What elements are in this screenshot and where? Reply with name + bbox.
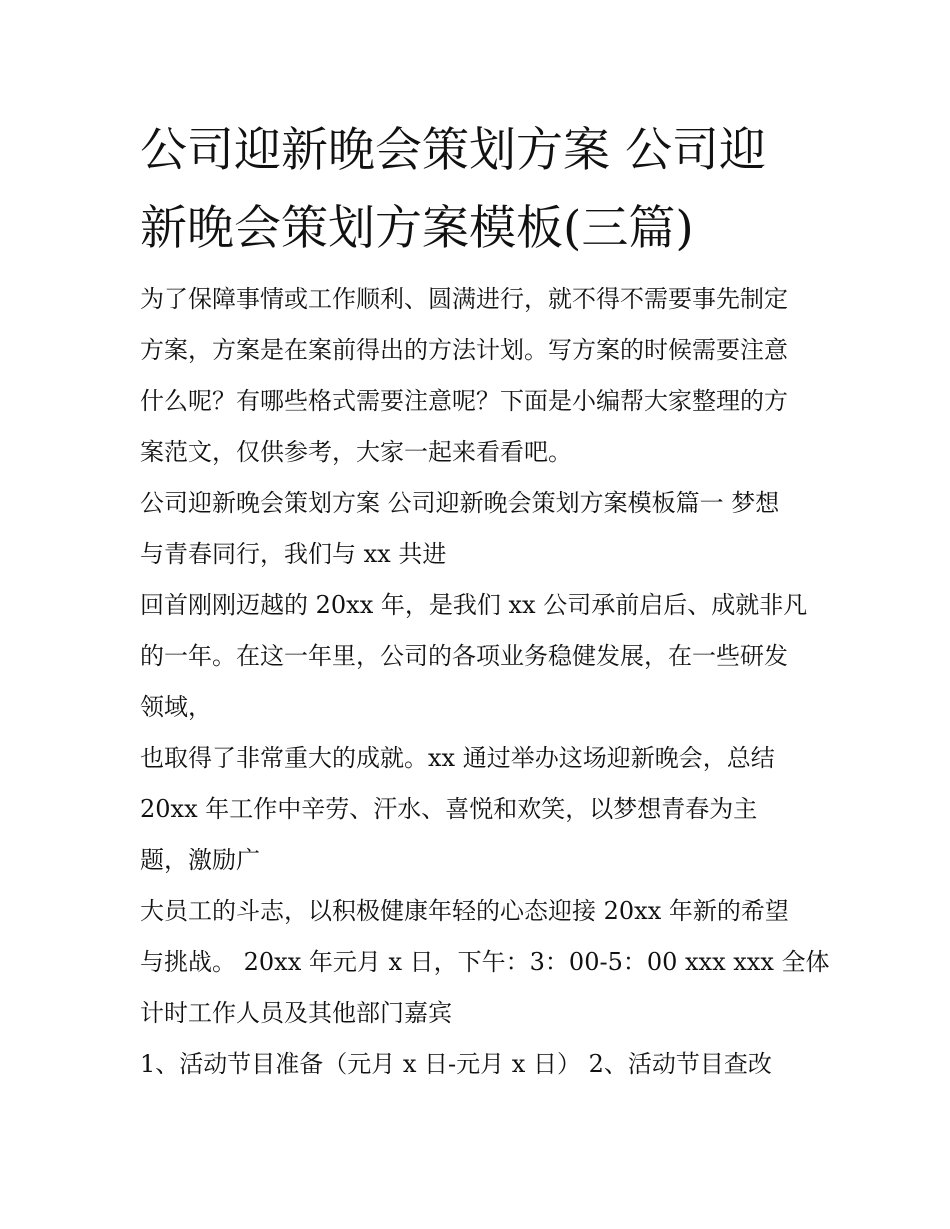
text-line: 的一年。在这一年里，公司的各项业务稳健发展，在一些研发	[140, 642, 788, 670]
text-line: 大员工的斗志，以积极健康年轻的心态迎接 20xx 年新的希望	[140, 897, 789, 925]
text-line: 案范文，仅供参考，大家一起来看看吧。	[140, 438, 572, 466]
text-line: 为了保障事情或工作顺利、圆满进行，就不得不需要事先制定	[140, 285, 788, 313]
document-body	[140, 112, 830, 1090]
text-line: 回首刚刚迈越的 20xx 年，是我们 xx 公司承前启后、成就非凡	[140, 591, 808, 619]
list-paragraph	[140, 1039, 820, 1090]
text-line: 计时工作人员及其他部门嘉宾	[140, 999, 452, 1027]
body-paragraph	[140, 733, 820, 886]
text-line: 20xx 年工作中辛劳、汗水、喜悦和欢笑，以梦想青春为主	[140, 795, 758, 823]
text-line: 公司迎新晚会策划方案 公司迎新晚会策划方案模板篇一 梦想	[140, 489, 780, 517]
text-line: 领域，	[140, 693, 212, 721]
title-line: 新晚会策划方案模板(三篇)	[140, 201, 694, 256]
body-paragraph	[140, 580, 820, 733]
text-line: 题，激励广	[140, 846, 260, 874]
text-line: 方案，方案是在案前得出的方法计划。写方案的时候需要注意	[140, 336, 788, 364]
text-line: 1、活动节目准备（元月 x 日-元月 x 日） 2、活动节目查改	[140, 1050, 772, 1078]
text-line: 也取得了非常重大的成就。xx 通过举办这场迎新晚会，总结	[140, 744, 775, 772]
text-line: 与青春同行，我们与 xx 共进	[140, 540, 447, 568]
text-line: 什么呢？有哪些格式需要注意呢？下面是小编帮大家整理的方	[140, 387, 788, 415]
body-paragraph	[140, 886, 830, 1039]
title-line: 公司迎新晚会策划方案 公司迎	[140, 123, 766, 178]
document-title	[140, 112, 820, 268]
intro-paragraph	[140, 274, 820, 478]
section-heading-paragraph	[140, 478, 820, 580]
text-line: 与挑战。 20xx 年元月 x 日，下午：3：00-5：00 xxx xxx 全体	[140, 948, 830, 976]
